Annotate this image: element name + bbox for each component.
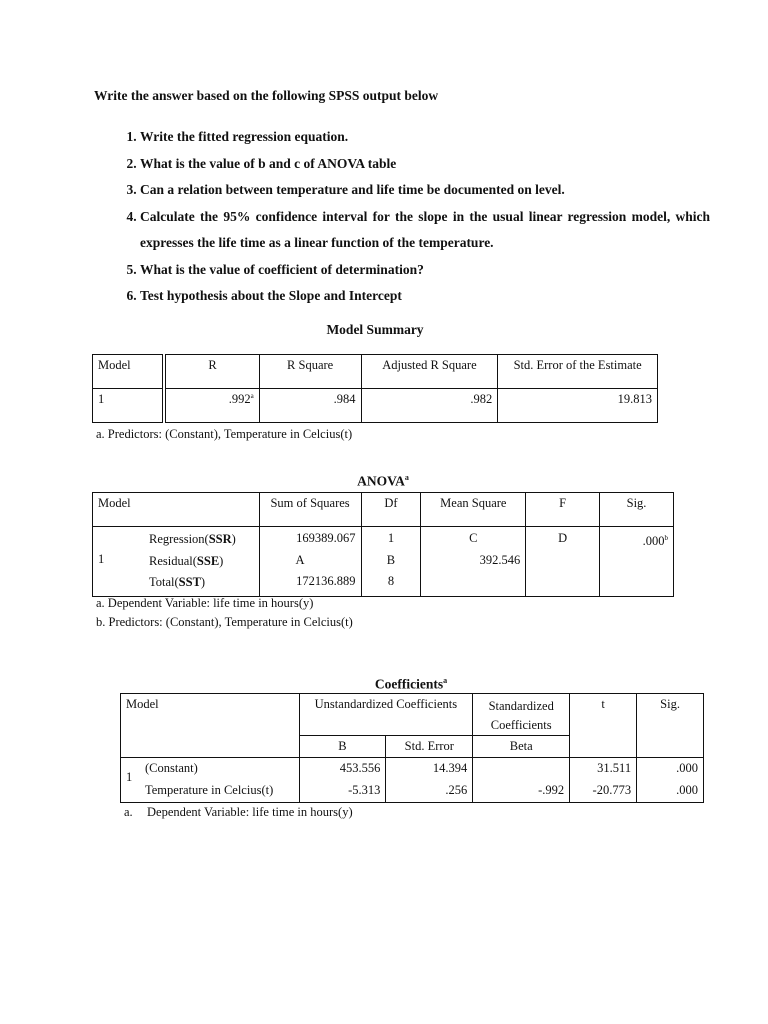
coef-se-temperature: .256 <box>445 782 468 797</box>
coef-cell-beta <box>473 758 570 803</box>
coef-label-constant: (Constant) <box>145 761 198 775</box>
anova-table <box>92 492 674 597</box>
coefficients-footnote-marker: a. <box>124 805 133 819</box>
question-2-text: What is the value of b and c of ANOVA table <box>140 155 397 171</box>
ms-header-adj-r-square: Adjusted R Square <box>361 355 498 389</box>
ms-cell-std-error: 19.813 <box>498 389 658 423</box>
question-6-text-mid: and <box>320 288 349 303</box>
question-4-bold: slope <box>418 208 448 224</box>
anova-label-regression-a: Regression( <box>149 532 209 547</box>
model-summary-data-row <box>93 389 658 423</box>
ms-header-r: R <box>164 355 259 389</box>
anova-footnote-b: b. Predictors: (Constant), Temperature in Celcius(t) <box>96 615 353 629</box>
coef-header-sig: Sig. <box>637 694 704 758</box>
anova-label-residual <box>149 551 236 573</box>
coef-sig-temperature: .000 <box>676 782 698 797</box>
anova-label-total-end: ) <box>200 575 206 590</box>
anova-footnote-a: a. Dependent Variable: life time in hours(y) <box>96 596 314 610</box>
anova-header-sig: Sig. <box>600 493 674 527</box>
coef-b-constant: 453.556 <box>339 761 381 775</box>
coefficients-table <box>120 693 704 803</box>
question-1 <box>140 124 710 151</box>
question-4 <box>140 204 710 257</box>
anova-cell-df <box>361 527 421 597</box>
question-4-text-b: in the usual linear regression model, which expresses the life time as a linear function of the temperature. <box>140 208 710 250</box>
ms-header-model: Model <box>93 355 165 389</box>
coef-data-row <box>121 758 704 803</box>
coef-t-constant: 31.511 <box>597 761 632 775</box>
anova-label-total-bold: SST <box>178 575 201 590</box>
anova-label-regression <box>149 529 236 551</box>
coef-cell-model <box>121 758 300 803</box>
coef-cell-std-error <box>386 758 473 803</box>
ms-r-value: .992 <box>228 392 251 407</box>
anova-ms-regression: C <box>469 531 478 545</box>
ms-r-footnote-marker: a <box>250 392 254 400</box>
anova-label-total-a: Total( <box>149 575 179 590</box>
coefficients-footnote: Dependent Variable: life time in hours(y) <box>147 805 353 819</box>
ms-cell-r <box>164 389 259 423</box>
coef-header-std-error: Std. Error <box>386 736 473 758</box>
coefficients-title-marker: a <box>443 676 448 685</box>
coef-header-t: t <box>570 694 637 758</box>
model-summary-footnote: a. Predictors: (Constant), Temperature in Celcius(t) <box>96 427 353 441</box>
coef-cell-t <box>570 758 637 803</box>
coef-header-beta: Beta <box>473 736 570 758</box>
ms-cell-model: 1 <box>93 389 165 423</box>
coef-header-b: B <box>299 736 386 758</box>
coefficients-title-text: Coefficients <box>374 676 444 692</box>
anova-ms-residual: 392.546 <box>479 552 521 567</box>
anova-row-labels <box>149 529 236 594</box>
question-2 <box>140 151 710 178</box>
model-summary-header-row <box>93 355 658 389</box>
ms-cell-adj-r-square: .982 <box>361 389 498 423</box>
coef-cell-b <box>299 758 386 803</box>
anova-cell-sig <box>600 527 674 597</box>
anova-cell-ms <box>421 527 526 597</box>
coef-header-row-1 <box>121 694 704 736</box>
anova-ss-regression: 169389.067 <box>296 531 356 545</box>
anova-header-ss: Sum of Squares <box>259 493 361 527</box>
coefficients-title <box>120 676 702 693</box>
anova-df-total: 8 <box>387 574 395 588</box>
coef-sig-constant: .000 <box>676 761 698 775</box>
anova-df-residual: B <box>386 552 396 567</box>
question-5 <box>140 257 710 284</box>
anova-header-row <box>93 493 674 527</box>
anova-ss-residual: A <box>295 552 305 567</box>
coef-label-temperature: Temperature in Celcius(t) <box>145 782 274 797</box>
anova-cell-f <box>526 527 600 597</box>
anova-label-regression-end: ) <box>231 532 236 547</box>
question-6-text-a: Test hypothesis about the <box>140 288 289 303</box>
anova-header-model: Model <box>93 493 260 527</box>
anova-sig-marker: b <box>664 534 668 542</box>
question-3 <box>140 177 710 204</box>
ms-header-std-error: Std. Error of the Estimate <box>498 355 658 389</box>
page-heading: Write the answer based on the following SPSS output below <box>94 88 439 103</box>
anova-sig-value: .000 <box>642 534 665 549</box>
coef-se-constant: 14.394 <box>432 761 468 775</box>
model-summary-title: Model Summary <box>326 322 424 337</box>
question-3-text: Can a relation between temperature and life time be documented on level. <box>140 182 565 197</box>
coef-cell-sig <box>637 758 704 803</box>
coef-model-number: 1 <box>126 770 133 784</box>
anova-title <box>92 473 674 490</box>
question-4-text-a: Calculate the 95% confidence interval for the <box>140 208 419 224</box>
question-6 <box>140 283 710 310</box>
question-5-text: What is the value of coefficient of determination? <box>140 261 424 277</box>
anova-header-ms: Mean Square <box>421 493 526 527</box>
anova-label-residual-a: Residual( <box>149 553 197 568</box>
anova-model-number: 1 <box>98 552 105 567</box>
ms-cell-r-square: .984 <box>259 389 361 423</box>
anova-data-row <box>93 527 674 597</box>
anova-sig-regression <box>605 528 668 553</box>
question-6-bold-intercept: Intercept <box>348 288 402 303</box>
anova-label-regression-bold: SSR <box>208 532 232 547</box>
anova-ss-total: 172136.889 <box>296 574 356 588</box>
question-1-text: Write the fitted regression equation. <box>140 129 349 144</box>
anova-label-total <box>149 572 236 594</box>
anova-title-text: ANOVA <box>357 473 405 489</box>
anova-cell-ss <box>259 527 361 597</box>
model-summary-table <box>92 354 658 423</box>
coef-header-unstd: Unstandardized Coefficients <box>299 694 473 736</box>
anova-label-residual-end: ) <box>219 553 224 568</box>
coef-row-labels <box>145 758 273 801</box>
ms-header-r-square: R Square <box>259 355 361 389</box>
anova-title-marker: a <box>404 473 409 482</box>
anova-f-regression: D <box>558 531 568 545</box>
coef-t-temperature: -20.773 <box>592 782 632 797</box>
coef-beta-temperature: -.992 <box>538 782 565 797</box>
coef-header-std: Standardized Coefficients <box>473 694 570 736</box>
anova-header-df: Df <box>361 493 421 527</box>
anova-header-f: F <box>526 493 600 527</box>
coef-beta-constant <box>478 758 564 780</box>
coef-header-model: Model <box>121 694 300 758</box>
anova-df-regression: 1 <box>387 531 395 545</box>
question-6-bold-slope: Slope <box>288 288 321 303</box>
question-list <box>108 124 710 310</box>
coef-b-temperature: -5.313 <box>348 782 381 797</box>
anova-label-residual-bold: SSE <box>196 553 220 568</box>
anova-cell-model <box>93 527 260 597</box>
